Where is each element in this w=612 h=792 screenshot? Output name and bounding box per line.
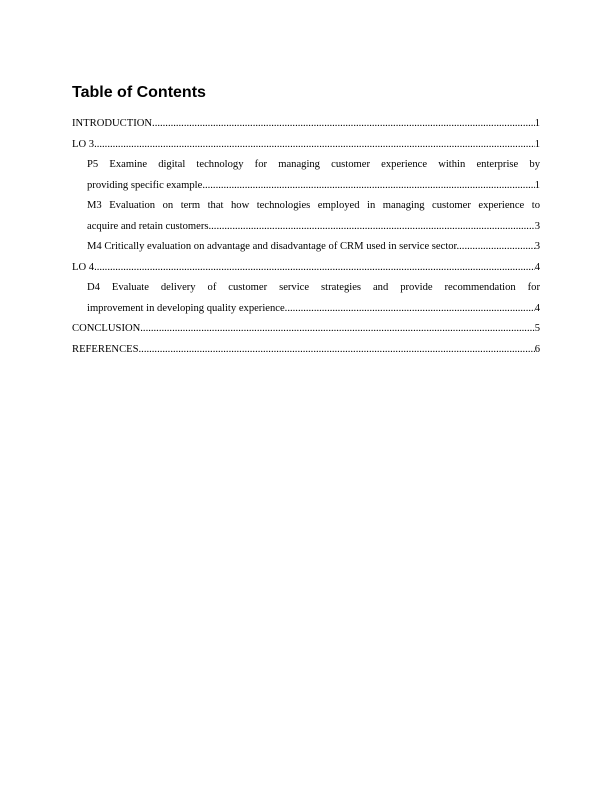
toc-entry-m3[interactable] — [72, 196, 540, 237]
toc-entry-m4[interactable] — [72, 237, 540, 258]
toc-entry-text: M4 Critically evaluation on advantage and disadvantage of CRM used in service sector. — [87, 241, 460, 252]
toc-page-number: 1 — [534, 179, 540, 191]
toc-entry-text: LO 3 — [72, 138, 95, 150]
toc-entry-references[interactable] — [72, 340, 540, 361]
dot-leader — [202, 176, 534, 197]
dot-leader — [139, 340, 535, 361]
toc-entry-text: CONCLUSION — [72, 323, 141, 334]
toc-entry-p5[interactable] — [72, 155, 540, 196]
toc-page-number: 1 — [534, 138, 540, 150]
toc-entry-conclusion[interactable] — [72, 319, 540, 340]
toc-title: Table of Contents — [72, 84, 206, 101]
toc-page-number: 1 — [534, 118, 540, 129]
dot-leader — [459, 237, 535, 258]
toc-entry-d4[interactable] — [72, 278, 540, 319]
dot-leader — [287, 299, 534, 320]
toc-entry-text-line2: providing specific example — [87, 179, 203, 191]
toc-page-number: 3 — [534, 241, 540, 252]
toc-page-number: 4 — [534, 261, 540, 273]
toc-entry-text: LO 4 — [72, 261, 95, 273]
toc-entry-text-line1: P5 Examine digital technology for managing customer experience within enterprise by — [87, 159, 540, 170]
toc-entry-text: REFERENCES — [72, 343, 139, 355]
toc-entry-lo4[interactable] — [72, 258, 540, 279]
dot-leader — [152, 114, 535, 135]
toc-page-number: 4 — [534, 302, 540, 314]
toc-entry-text-line2: improvement in developing quality experience. — [87, 302, 288, 314]
toc-entry-text-line1: D4 Evaluate delivery of customer service strategies and provide recommendation for — [87, 282, 540, 293]
dot-leader — [211, 217, 535, 238]
dot-leader — [140, 319, 534, 340]
toc-entry-lo3[interactable] — [72, 135, 540, 156]
toc-entry-text-line2: acquire and retain customers. — [87, 220, 212, 232]
toc-page-number: 5 — [534, 323, 540, 334]
toc-entry-introduction[interactable] — [72, 114, 540, 135]
toc-page-number: 3 — [534, 220, 540, 232]
toc-page-number: 6 — [534, 343, 540, 355]
dot-leader — [94, 258, 535, 279]
toc-entry-text-line1: M3 Evaluation on term that how technologies employed in managing customer experience to — [87, 200, 540, 211]
dot-leader — [94, 135, 535, 156]
toc-entry-text: INTRODUCTION — [72, 118, 153, 129]
table-of-contents — [72, 114, 540, 360]
